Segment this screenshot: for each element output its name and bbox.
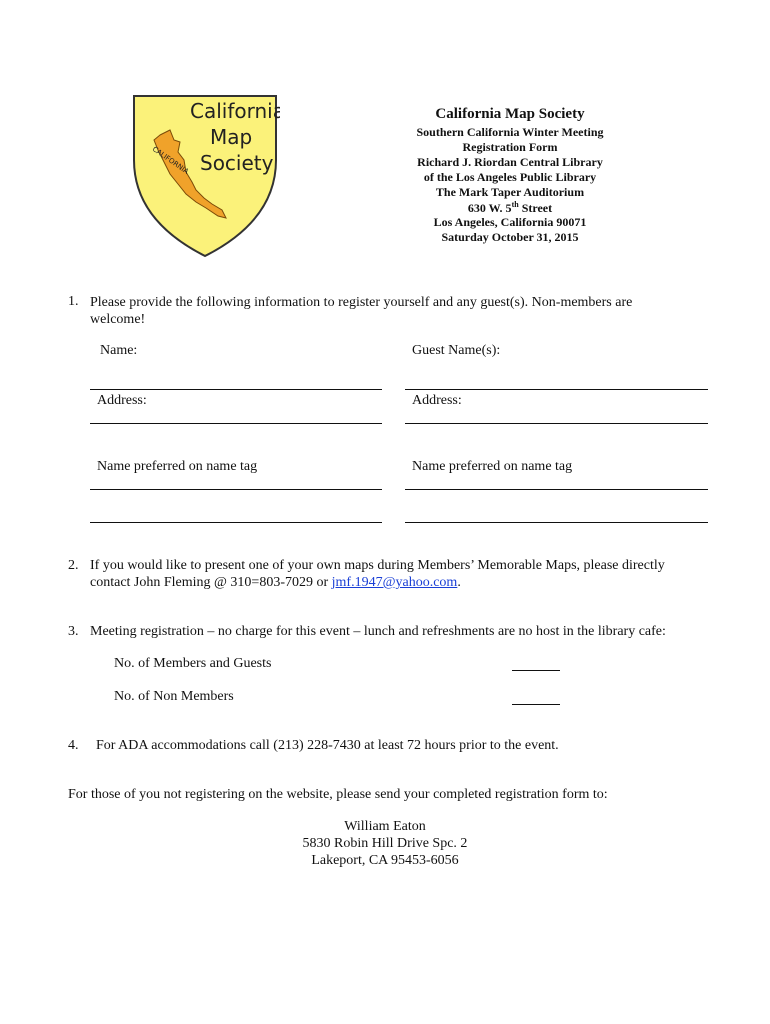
item-2-text-line-1: If you would like to present one of your own maps during Members’ Memorable Maps, please directly	[90, 558, 665, 573]
guest-address-field[interactable]	[405, 423, 708, 424]
nonmembers-count-label: No. of Non Members	[114, 689, 234, 704]
email-link[interactable]: jmf.1947@yahoo.com	[331, 575, 458, 590]
item-2-number: 2.	[68, 558, 79, 573]
event-line-2: Registration Form	[462, 140, 558, 154]
event-city: Los Angeles, California 90071	[433, 215, 587, 229]
recipient-name: William Eaton	[344, 819, 426, 834]
item-1-number: 1.	[68, 294, 79, 309]
event-line-4: of the Los Angeles Public Library	[423, 170, 597, 184]
recipient-street: 5830 Robin Hill Drive Spc. 2	[302, 836, 468, 851]
item-4-number: 4.	[68, 738, 79, 753]
name-field[interactable]	[90, 389, 382, 390]
org-title: California Map Society	[435, 106, 585, 122]
event-line-1: Southern California Winter Meeting	[416, 125, 604, 139]
nonmembers-count-field[interactable]	[512, 704, 560, 705]
recipient-city: Lakeport, CA 95453-6056	[311, 853, 459, 868]
address-field[interactable]	[90, 423, 382, 424]
item-4-text: For ADA accommodations call (213) 228-7430 at least 72 hours prior to the event.	[96, 738, 559, 753]
guest-address-label: Address:	[412, 393, 462, 408]
street-number: 630 W. 5	[467, 201, 512, 215]
members-count-label: No. of Members and Guests	[114, 656, 272, 671]
svg-text:Society: Society	[200, 151, 274, 175]
contact-text: contact John Fleming @ 310=803-7029 or	[90, 575, 332, 590]
address-label: Address:	[97, 393, 147, 408]
guest-name-tag-label: Name preferred on name tag	[412, 459, 573, 474]
item-3-number: 3.	[68, 624, 79, 639]
california-map-society-logo	[130, 90, 280, 260]
guest-names-label: Guest Name(s):	[412, 343, 501, 358]
event-street	[395, 200, 625, 216]
event-line-5: The Mark Taper Auditorium	[435, 185, 585, 199]
extra-field-left[interactable]	[90, 522, 382, 523]
item-3-text: Meeting registration – no charge for this event – lunch and refreshments are no host in the library cafe:	[90, 624, 666, 639]
contact-period: .	[457, 575, 461, 590]
extra-field-right[interactable]	[405, 522, 708, 523]
event-line-3: Richard J. Riordan Central Library	[417, 155, 603, 169]
svg-text:CALIFORNIA: CALIFORNIA	[150, 145, 190, 176]
shield-logo-icon	[130, 90, 280, 260]
guest-name-tag-field[interactable]	[405, 489, 708, 490]
item-2-text-line-2	[90, 575, 461, 591]
street-suffix-sup: th	[511, 200, 519, 209]
name-tag-label: Name preferred on name tag	[97, 459, 258, 474]
members-count-field[interactable]	[512, 670, 560, 671]
name-tag-field[interactable]	[90, 489, 382, 490]
name-label: Name:	[100, 343, 138, 358]
item-1-text: Please provide the following information to register yourself and any guest(s). Non-members are welcome!	[90, 295, 633, 327]
mail-instruction: For those of you not registering on the website, please send your completed registration form to:	[68, 787, 608, 802]
street-name: Street	[518, 201, 553, 215]
guest-names-field[interactable]	[405, 389, 708, 390]
svg-text:Map: Map	[210, 125, 253, 149]
svg-text:California: California	[190, 99, 280, 123]
event-date: Saturday October 31, 2015	[441, 230, 579, 244]
